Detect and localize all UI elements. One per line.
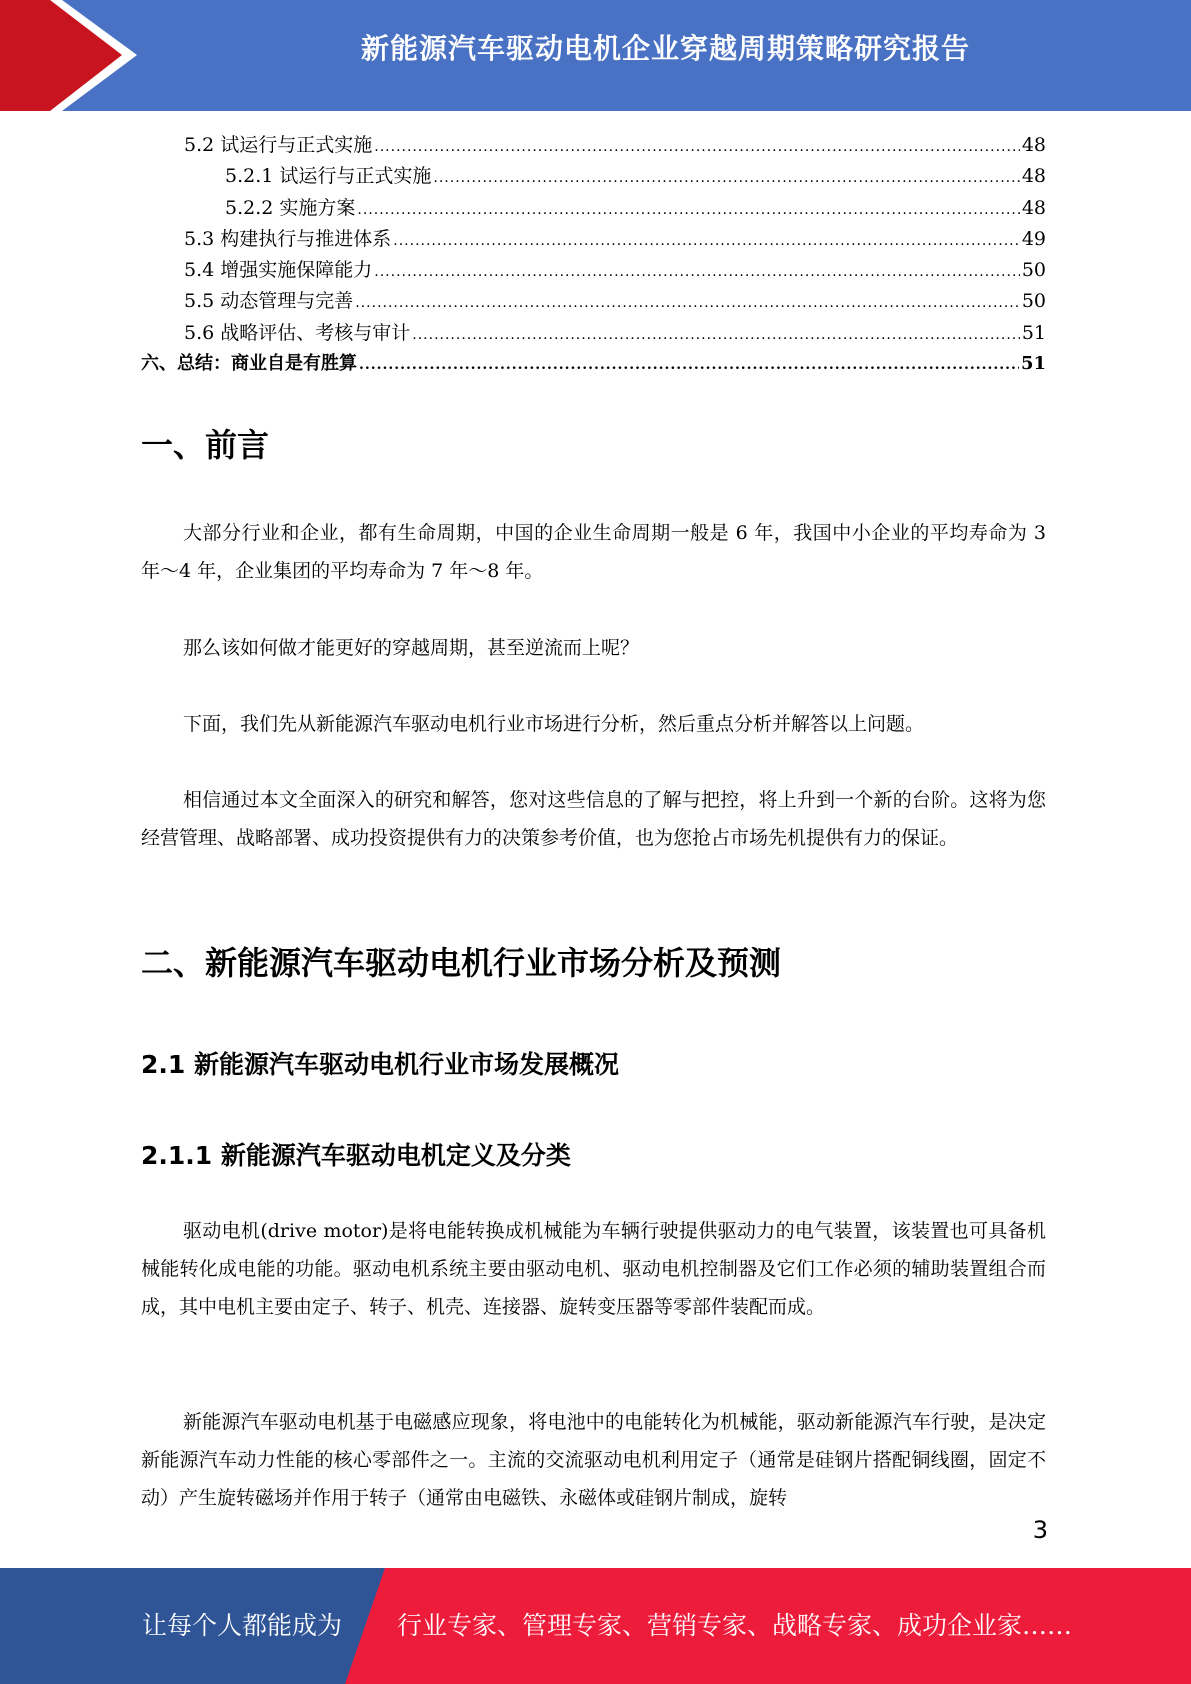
toc-entry-text: 5.2 试运行与正式实施 xyxy=(184,134,373,156)
toc-entry-page: 48 xyxy=(1021,196,1046,219)
paragraph: 新能源汽车驱动电机基于电磁感应现象，将电池中的电能转化为机械能，驱动新能源汽车行驶，是决定新能源汽车动力性能的核心零部件之一。主流的交流驱动电机利用定子（通常是硅钢片搭配铜线圈，固定不动）产生旋转磁场并作用于转子（通常由电磁铁、永磁体或硅钢片制成，旋转 xyxy=(141,1411,1046,1509)
toc-leader-dots xyxy=(355,295,1020,311)
footer-slogan-right: 行业专家、管理专家、营销专家、战略专家、成功企业家…… xyxy=(397,1611,1073,1640)
table-of-contents xyxy=(141,130,1046,380)
paragraph: 那么该如何做才能更好的穿越周期，甚至逆流而上呢？ xyxy=(183,637,640,659)
toc-entry-text: 六、总结：商业自是有胜算 xyxy=(141,353,357,375)
toc-entry-page: 48 xyxy=(1021,165,1046,188)
section-heading-preface: 一、前言 xyxy=(141,426,270,464)
subsection-heading-overview: 2.1 新能源汽车驱动电机行业市场发展概况 xyxy=(141,1050,619,1079)
toc-leader-dots xyxy=(359,357,1019,373)
toc-entry-text: 5.5 动态管理与完善 xyxy=(184,290,354,313)
toc-leader-dots xyxy=(374,139,1020,155)
toc-entry-text: 5.2.2 实施方案 xyxy=(225,196,356,219)
footer-banner xyxy=(0,1568,1191,1684)
header-banner xyxy=(0,0,1191,111)
toc-leader-dots xyxy=(393,233,1020,249)
toc-entry-page: 50 xyxy=(1021,259,1046,282)
toc-entry-page: 48 xyxy=(1021,134,1046,156)
toc-entry-page: 51 xyxy=(1020,353,1046,375)
toc-leader-dots xyxy=(357,202,1019,218)
paragraph: 大部分行业和企业，都有生命周期，中国的企业生命周期一般是 6 年，我国中小企业的平均寿命为 3 年～4 年，企业集团的平均寿命为 7 年～8 年。 xyxy=(141,522,1046,582)
toc-entry-page: 49 xyxy=(1021,227,1046,250)
toc-entry-text: 5.4 增强实施保障能力 xyxy=(184,259,373,282)
toc-entry-page: 50 xyxy=(1021,290,1046,313)
toc-leader-dots xyxy=(433,170,1019,186)
toc-entry[interactable] xyxy=(141,224,1046,255)
toc-entry[interactable] xyxy=(141,193,1046,224)
toc-entry[interactable] xyxy=(141,130,1046,161)
header-arrow-decoration xyxy=(0,0,160,111)
paragraph: 下面，我们先从新能源汽车驱动电机行业市场进行分析，然后重点分析并解答以上问题。 xyxy=(183,713,925,735)
toc-entry-text: 5.6 战略评估、考核与审计 xyxy=(184,321,411,344)
toc-entry[interactable] xyxy=(141,161,1046,192)
subsection-heading-definition: 2.1.1 新能源汽车驱动电机定义及分类 xyxy=(141,1141,571,1170)
toc-entry[interactable] xyxy=(141,349,1046,380)
toc-entry[interactable] xyxy=(141,286,1046,317)
toc-entry-text: 5.3 构建执行与推进体系 xyxy=(184,227,392,250)
report-title: 新能源汽车驱动电机企业穿越周期策略研究报告 xyxy=(360,32,970,65)
toc-entry[interactable] xyxy=(141,318,1046,349)
page-number: 3 xyxy=(1032,1516,1048,1544)
toc-entry-text: 5.2.1 试运行与正式实施 xyxy=(225,165,432,188)
toc-leader-dots xyxy=(374,264,1020,280)
section-heading-market-analysis: 二、新能源汽车驱动电机行业市场分析及预测 xyxy=(141,944,782,982)
toc-entry-page: 51 xyxy=(1021,321,1046,344)
toc-leader-dots xyxy=(412,327,1020,343)
toc-entry[interactable] xyxy=(141,255,1046,286)
paragraph: 驱动电机(drive motor)是将电能转换成机械能为车辆行驶提供驱动力的电气装置，该装置也可具备机械能转化成电能的功能。驱动电机系统主要由驱动电机、驱动电机控制器及它们工作必须的辅助装置组合而成，其中电机主要由定子、转子、机壳、连接器、旋转变压器等零部件装配而成。 xyxy=(141,1220,1046,1318)
footer-slogan-left: 让每个人都能成为 xyxy=(142,1611,343,1640)
paragraph: 相信通过本文全面深入的研究和解答，您对这些信息的了解与把控，将上升到一个新的台阶。这将为您经营管理、战略部署、成功投资提供有力的决策参考价值，也为您抢占市场先机提供有力的保证。 xyxy=(141,789,1046,849)
